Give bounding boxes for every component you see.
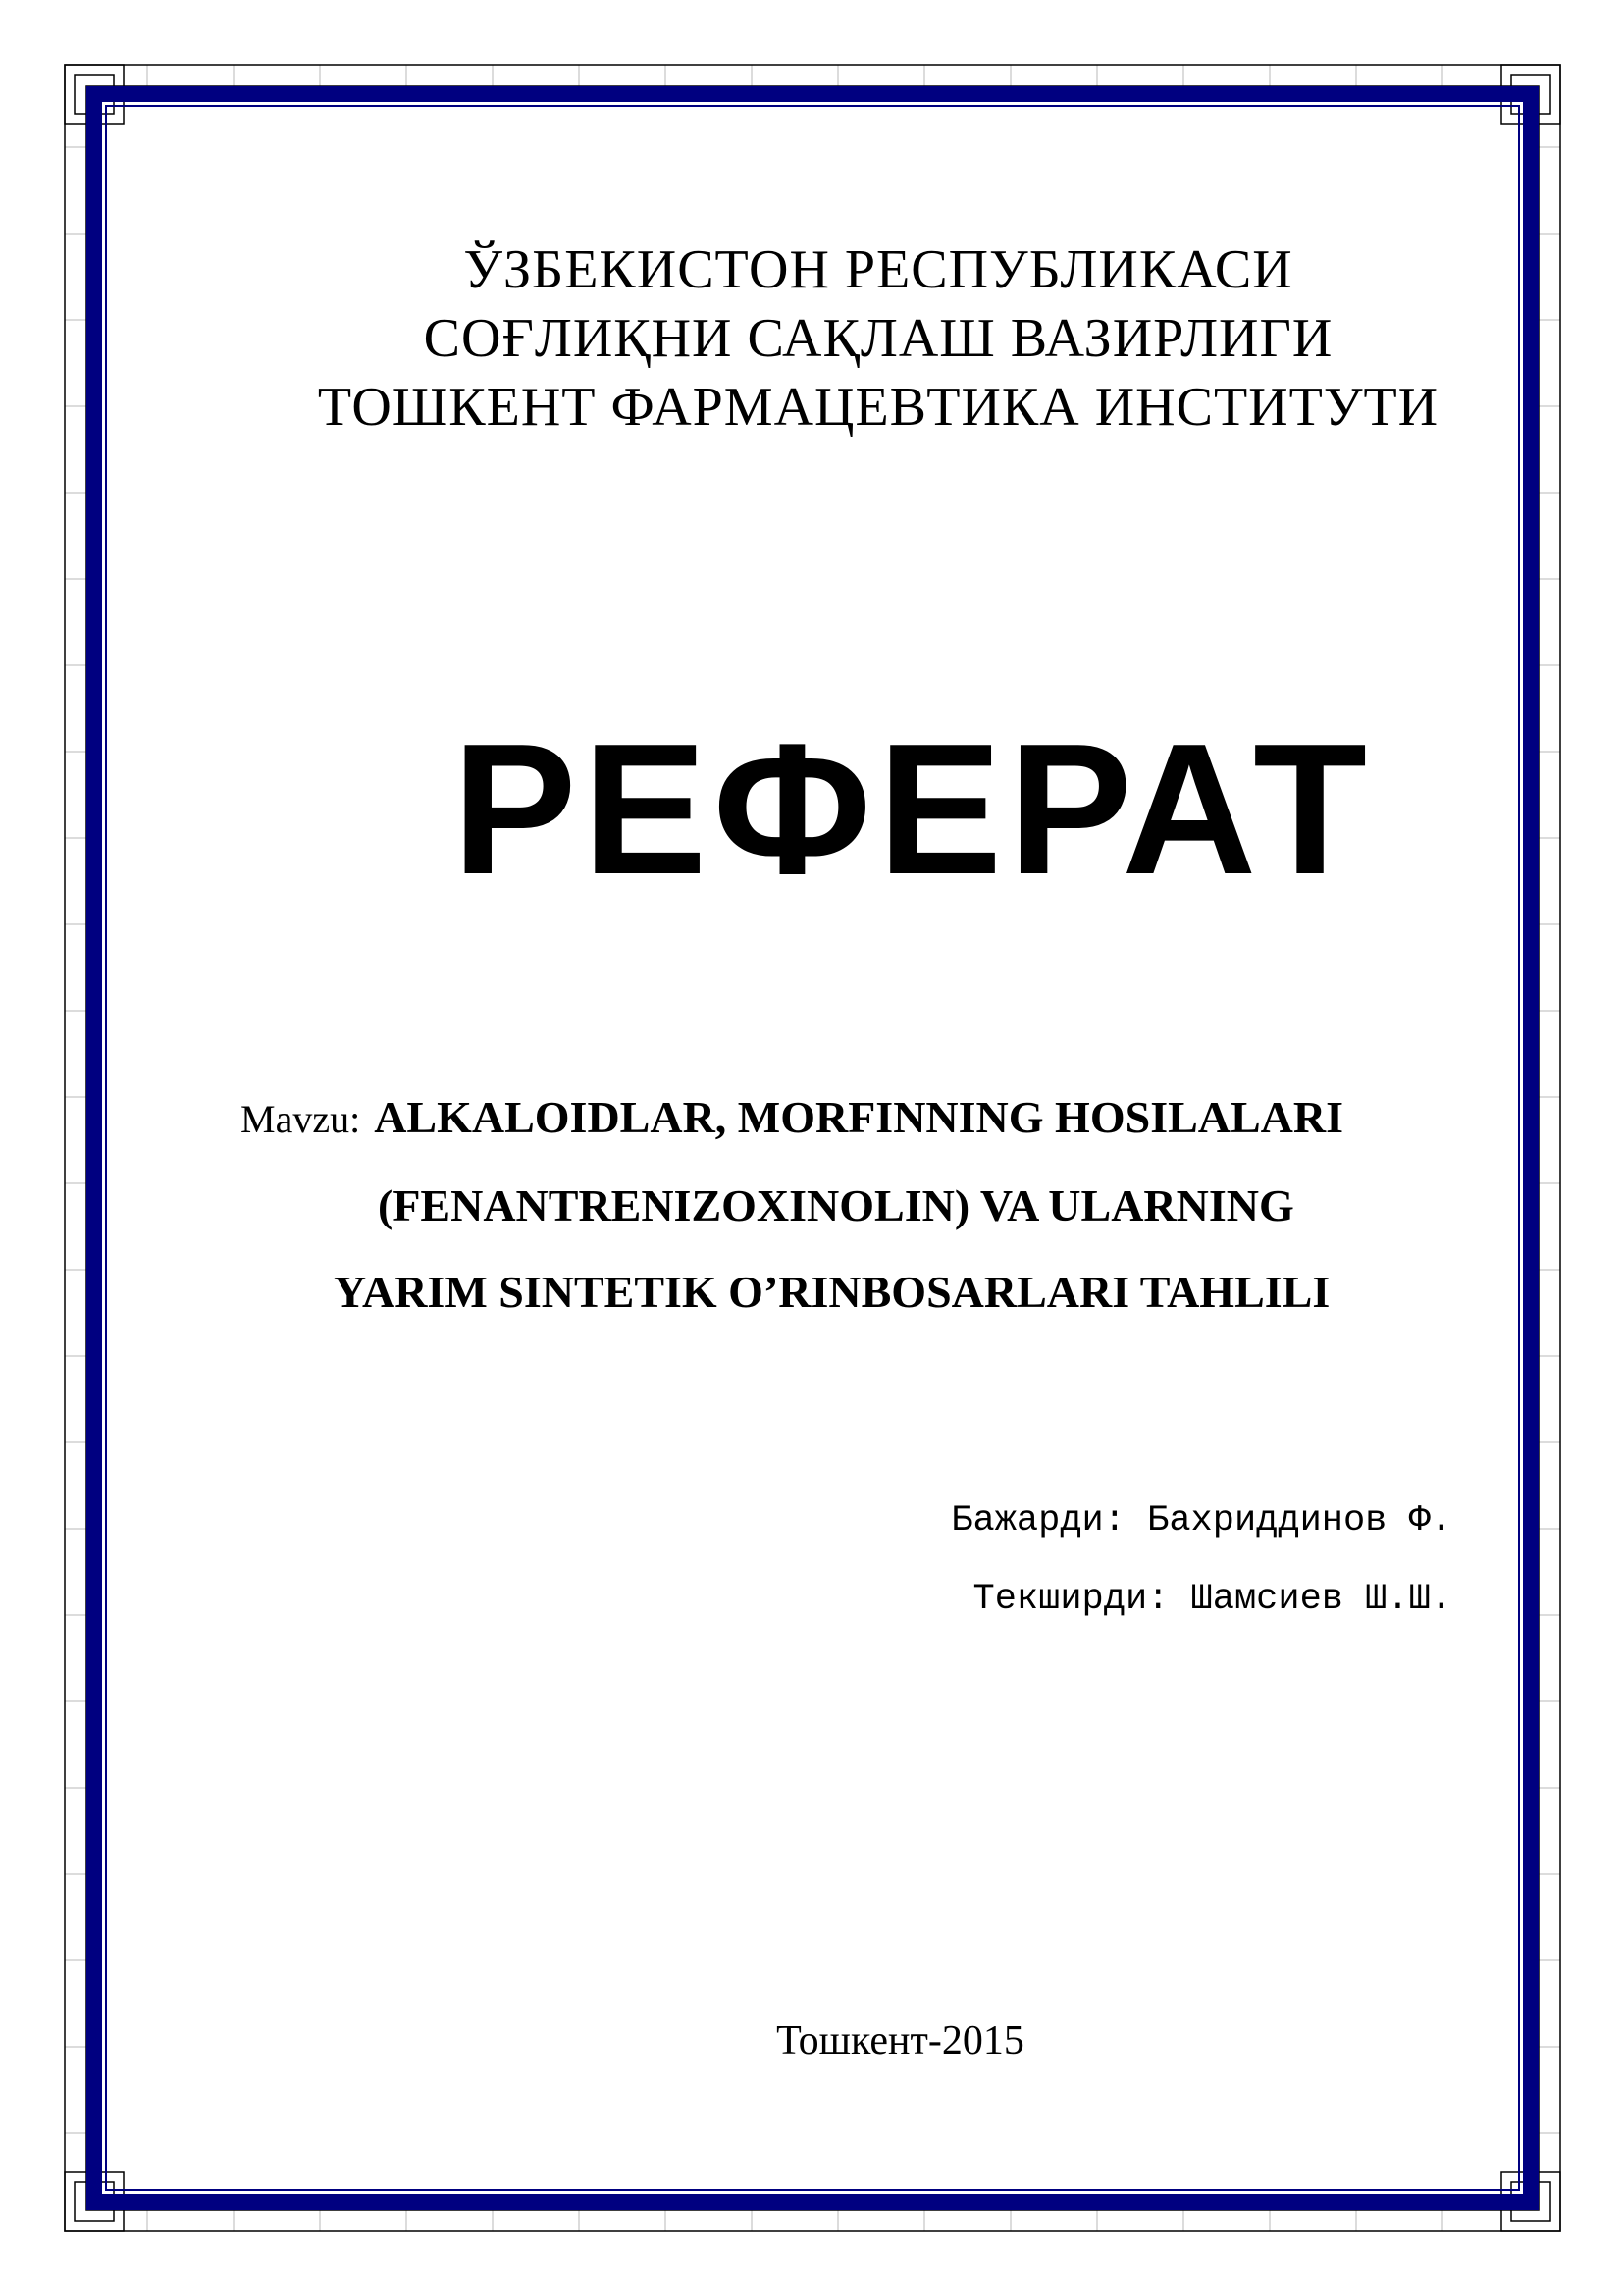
topic-label: Mavzu: — [240, 1097, 361, 1141]
checked-by: Текширди: Шамсиев Ш.Ш. — [972, 1579, 1452, 1620]
header-line-ministry: СОҒЛИҚНИ САҚЛАШ ВАЗИРЛИГИ — [423, 308, 1334, 369]
document-type-title: РЕФЕРАТ — [451, 705, 1374, 913]
header-line-institute: ТОШКЕНТ ФАРМАЦЕВТИКА ИНСТИТУТИ — [317, 377, 1440, 438]
city-year: Тошкент-2015 — [776, 2018, 1024, 2063]
topic-line-1 — [240, 1074, 1496, 1163]
topic-text-1: ALKALOIDLAR, MORFINNING HOSILALARI — [374, 1092, 1344, 1142]
topic-block — [240, 1074, 1496, 1335]
authors-block — [746, 1482, 1452, 1639]
topic-line-3: YARIM SINTETIK O’RINBOSARLARI TAHLILI — [334, 1267, 1331, 1317]
performed-by: Бажарди: Бахриддинов Ф. — [951, 1500, 1452, 1541]
header-line-country: ЎЗБЕКИСТОН РЕСПУБЛИКАСИ — [463, 239, 1293, 300]
institution-header — [245, 235, 1511, 442]
topic-line-2: (FENANTRENIZOXINOLIN) VA ULARNING — [378, 1180, 1294, 1230]
